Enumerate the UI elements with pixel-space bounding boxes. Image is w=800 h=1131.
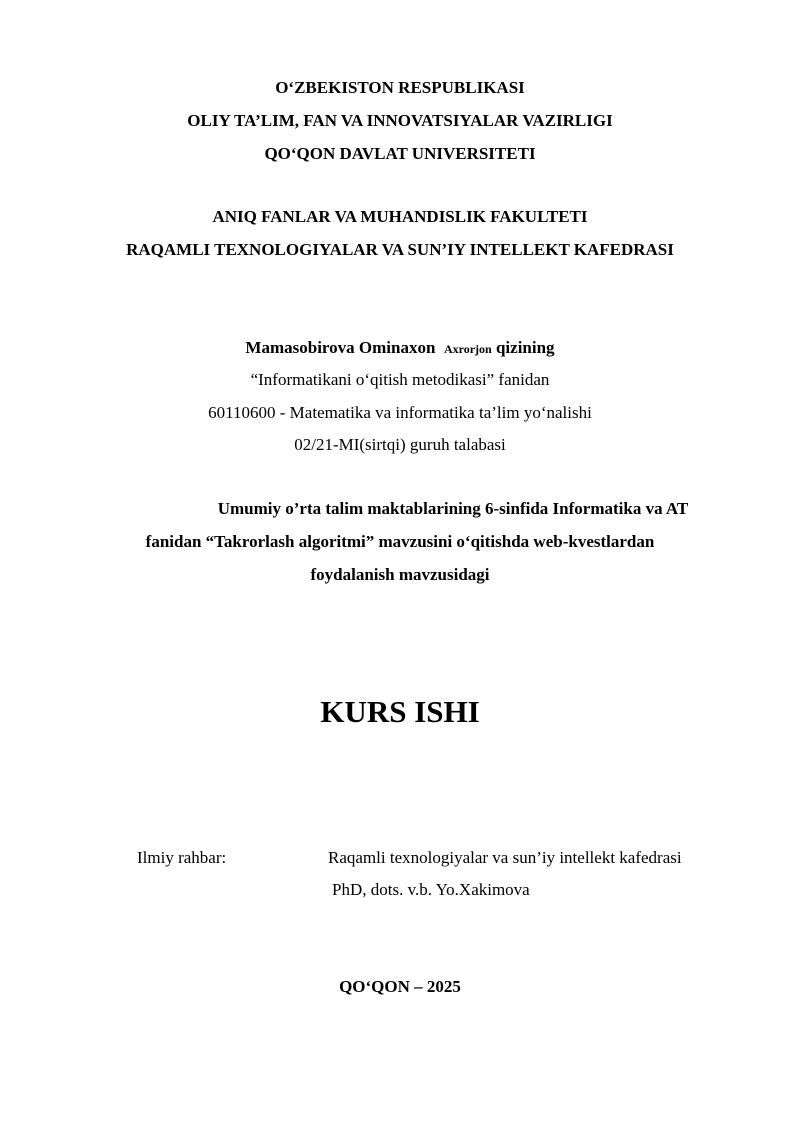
topic-line-2: fanidan “Takrorlash algoritmi” mavzusini o‘qitishda web-kvestlardan <box>145 532 655 551</box>
city-year: QO‘QON – 2025 <box>339 977 461 996</box>
document-type: KURS ISHI <box>320 694 480 729</box>
supervisor-label: Ilmiy rahbar: <box>137 848 227 867</box>
faculty-heading: ANIQ FANLAR VA MUHANDISLIK FAKULTETI <box>212 207 588 226</box>
university-heading: QO‘QON DAVLAT UNIVERSITETI <box>264 144 536 163</box>
topic-line-3: foydalanish mavzusidagi <box>310 565 490 584</box>
student-father-name: Axrorjon <box>443 342 492 356</box>
supervisor-name: PhD, dots. v.b. Yo.Xakimova <box>332 880 530 899</box>
group-line: 02/21-MI(sirtqi) guruh talabasi <box>294 435 506 454</box>
subject-line: “Informatikani o‘qitish metodikasi” fanidan <box>250 370 550 389</box>
student-name-line <box>0 338 800 359</box>
student-name-suffix: qizining <box>495 338 555 357</box>
direction-line: 60110600 - Matematika va informatika ta’lim yo‘nalishi <box>208 403 592 422</box>
ministry-heading: OLIY TA’LIM, FAN VA INNOVATSIYALAR VAZIRLIGI <box>187 111 613 130</box>
country-heading: O‘ZBEKISTON RESPUBLIKASI <box>275 78 525 97</box>
topic-line-1: Umumiy o’rta talim maktablarining 6-sinfida Informatika va AT <box>217 499 689 518</box>
supervisor-department: Raqamli texnologiyalar va sun’iy intellekt kafedrasi <box>328 848 682 867</box>
department-heading: RAQAMLI TEXNOLOGIYALAR VA SUN’IY INTELLEKT KAFEDRASI <box>126 240 674 259</box>
student-name: Mamasobirova Ominaxon <box>245 338 436 357</box>
